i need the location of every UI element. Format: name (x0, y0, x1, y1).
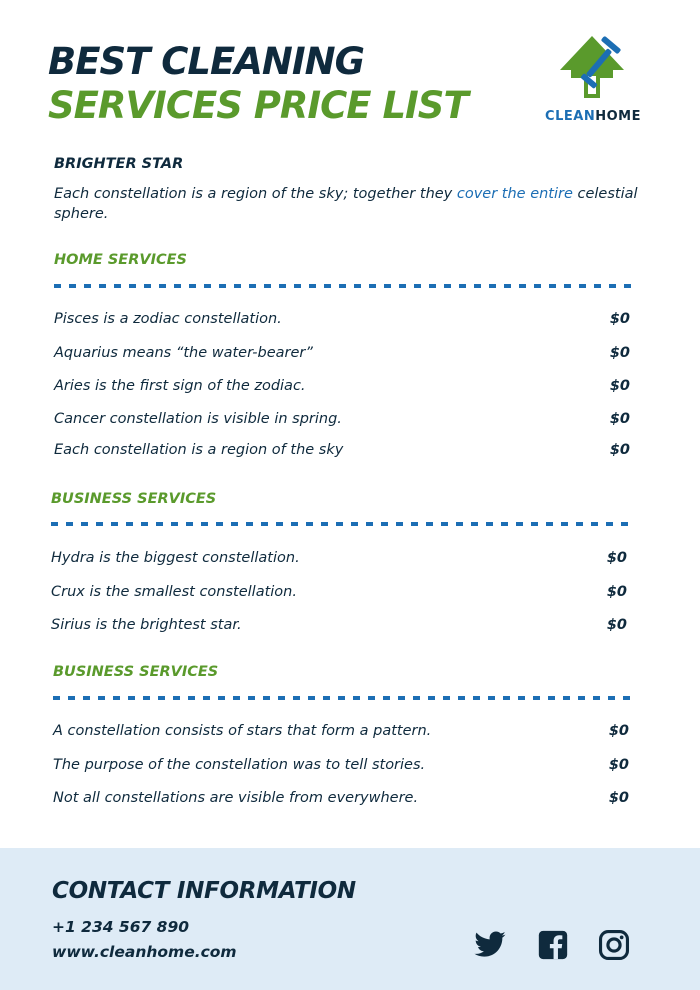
instagram-icon[interactable] (597, 928, 631, 962)
service-price: $0 (608, 757, 629, 773)
intro-text-plain: Each constellation is a region of the sky; together they (54, 186, 457, 202)
brand-part-2: HOME (595, 109, 641, 124)
service-description: Cancer constellation is visible in spring. (54, 411, 342, 427)
section-title-business: BUSINESS SERVICES (51, 491, 217, 507)
service-price: $0 (606, 584, 627, 600)
price-row (53, 719, 629, 743)
service-price: $0 (609, 345, 630, 361)
service-description: Aquarius means “the water-bearer” (54, 345, 313, 361)
section-title-home: HOME SERVICES (54, 252, 187, 268)
price-row (53, 786, 629, 810)
service-description: Sirius is the brightest star. (51, 617, 242, 633)
price-row (54, 341, 630, 365)
price-row (53, 753, 629, 777)
service-description: Aries is the first sign of the zodiac. (54, 378, 306, 394)
dotted-divider (51, 522, 631, 526)
facebook-icon[interactable] (536, 928, 570, 962)
service-description: Hydra is the biggest constellation. (51, 550, 300, 566)
service-price: $0 (606, 617, 627, 633)
contact-website[interactable]: www.cleanhome.com (52, 943, 237, 961)
intro-text-end: celestial sphere. (54, 186, 638, 222)
intro-text (54, 184, 654, 224)
dotted-divider (53, 696, 633, 700)
service-description: The purpose of the constellation was to tell stories. (53, 757, 426, 773)
price-row (51, 613, 627, 637)
service-description: Pisces is a zodiac constellation. (54, 311, 282, 327)
intro-heading: BRIGHTER STAR (54, 156, 184, 172)
service-price: $0 (609, 411, 630, 427)
service-price: $0 (608, 723, 629, 739)
service-description: Each constellation is a region of the sky (54, 442, 344, 458)
twitter-icon[interactable] (473, 928, 507, 962)
dotted-divider (54, 284, 634, 288)
service-price: $0 (608, 790, 629, 806)
price-row (54, 438, 630, 462)
section-title-business: BUSINESS SERVICES (53, 664, 219, 680)
service-description: Not all constellations are visible from everywhere. (53, 790, 419, 806)
price-row (54, 307, 630, 331)
brand-part-1: CLEAN (545, 109, 596, 124)
title-line-1: BEST CLEANING (48, 40, 364, 83)
contact-title: CONTACT INFORMATION (52, 878, 356, 904)
service-description: Crux is the smallest constellation. (51, 584, 297, 600)
service-price: $0 (606, 550, 627, 566)
price-row (54, 407, 630, 431)
service-price: $0 (609, 442, 630, 458)
service-description: A constellation consists of stars that form a pattern. (53, 723, 432, 739)
brand-name (538, 109, 648, 124)
house-with-squeegee-icon (556, 34, 630, 106)
price-row (51, 580, 627, 604)
service-price: $0 (609, 378, 630, 394)
title-line-2: SERVICES PRICE LIST (48, 84, 468, 127)
page-title (48, 40, 468, 128)
price-row (54, 374, 630, 398)
intro-text-link[interactable]: cover the entire (456, 186, 573, 202)
service-price: $0 (609, 311, 630, 327)
logo (538, 34, 648, 126)
price-row (51, 546, 627, 570)
contact-phone[interactable]: +1 234 567 890 (52, 918, 190, 936)
